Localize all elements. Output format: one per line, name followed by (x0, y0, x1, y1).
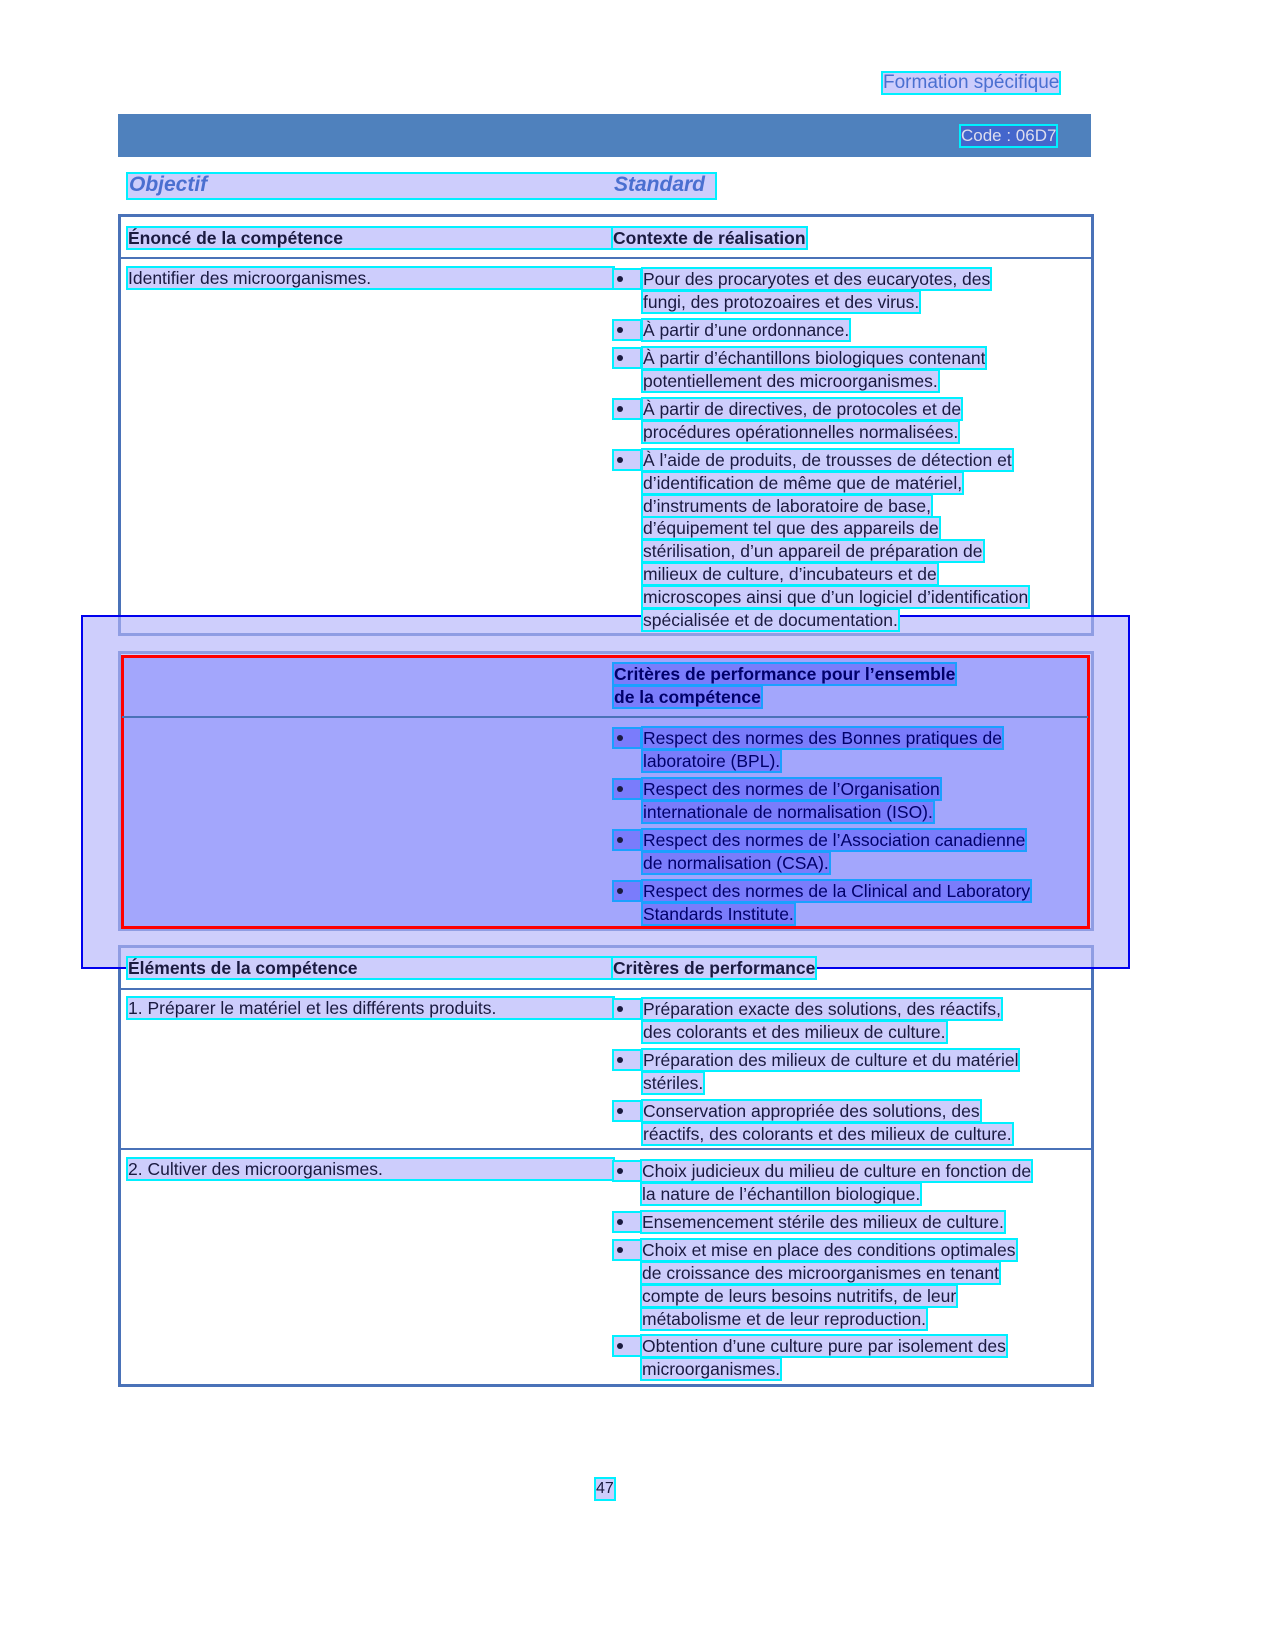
context-line: potentiellement des microorganismes. (643, 371, 938, 391)
bullet-icon (614, 1213, 640, 1231)
criteria-line: métabolisme et de leur reproduction. (642, 1309, 927, 1329)
element-1: 1. Préparer le matériel et les différents produits. (128, 998, 613, 1018)
context-line: À partir d’une ordonnance. (643, 320, 850, 340)
bullet-icon (614, 1051, 640, 1069)
criteria-header: de la compétence (614, 687, 761, 707)
criteria-line: la nature de l’échantillon biologique. (642, 1184, 921, 1204)
bullet-icon (614, 321, 640, 339)
bullet-icon (614, 831, 640, 849)
criteria-line: Respect des normes des Bonnes pratiques de (643, 728, 1002, 748)
context-line: d’instruments de laboratoire de base, (643, 496, 931, 516)
criteria-header: Critères de performance pour l’ensemble (614, 664, 956, 684)
criteria-line: Ensemencement stérile des milieux de culture. (642, 1212, 1004, 1232)
header-bar (118, 114, 1091, 157)
context-line: À partir de directives, de protocoles et de (643, 399, 962, 419)
bullet-icon (614, 1337, 640, 1355)
objective-heading: Objectif (129, 173, 208, 196)
bullet-icon (614, 882, 640, 900)
context-line: procédures opérationnelles normalisées. (643, 422, 959, 442)
criteria-line: compte de leurs besoins nutritifs, de leur (642, 1286, 957, 1306)
context-line: d’identification de même que de matériel, (643, 473, 963, 493)
element-2: 2. Cultiver des microorganismes. (128, 1159, 613, 1179)
course-code: Code : 06D7 (961, 126, 1057, 145)
criteria-line: Préparation des milieux de culture et du matériel (643, 1050, 1019, 1070)
context-line: À l’aide de produits, de trousses de détection et (643, 450, 1012, 470)
bullet-icon (614, 451, 640, 469)
criteria-line: Respect des normes de l’Organisation (643, 779, 940, 799)
bullet-icon (614, 1241, 640, 1259)
divider (118, 1148, 1094, 1150)
context-line: milieux de culture, d’incubateurs et de (643, 564, 937, 584)
bullet-icon (614, 270, 640, 288)
criteria-line: de croissance des microorganismes en tenant (642, 1263, 999, 1283)
criteria-line: Standards Institute. (643, 904, 794, 924)
column-header-elements: Éléments de la compétence (128, 958, 613, 978)
criteria-line: internationale de normalisation (ISO). (643, 802, 933, 822)
standard-heading: Standard (614, 173, 706, 196)
context-line: fungi, des protozoaires et des virus. (643, 292, 920, 312)
criteria-line: des colorants et des milieux de culture. (643, 1022, 946, 1042)
criteria-line: Respect des normes de la Clinical and Laboratory (643, 881, 1031, 901)
bullet-icon (614, 729, 640, 747)
criteria-line: Choix et mise en place des conditions optimales (642, 1240, 1016, 1260)
criteria-line: Choix judicieux du milieu de culture en fonction de (642, 1161, 1032, 1181)
criteria-line: de normalisation (CSA). (643, 853, 829, 873)
column-header-criteria: Critères de performance (613, 958, 816, 978)
bullet-icon (614, 349, 640, 367)
context-line: microscopes ainsi que d’un logiciel d’identification (643, 587, 1029, 607)
context-line: d’équipement tel que des appareils de (643, 518, 939, 538)
divider (118, 988, 1094, 990)
context-line: Pour des procaryotes et des eucaryotes, des (643, 269, 991, 289)
criteria-line: microorganismes. (642, 1359, 781, 1379)
bullet-icon (614, 1000, 640, 1018)
bullet-icon (614, 400, 640, 418)
criteria-line: Conservation appropriée des solutions, des (643, 1101, 980, 1121)
context-line: spécialisée et de documentation. (643, 610, 898, 630)
bullet-icon (614, 780, 640, 798)
page-number: 47 (596, 1480, 614, 1497)
context-line: stérilisation, d’un appareil de préparation de (643, 541, 983, 561)
criteria-line: laboratoire (BPL). (643, 751, 781, 771)
divider (122, 716, 1088, 718)
context-line: À partir d’échantillons biologiques contenant (643, 348, 986, 368)
divider (118, 257, 1094, 259)
bullet-icon (614, 1102, 640, 1120)
criteria-line: Obtention d’une culture pure par isolement des (642, 1336, 1006, 1356)
criteria-line: Préparation exacte des solutions, des réactifs, (643, 999, 1001, 1019)
criteria-line: stériles. (643, 1073, 704, 1093)
competence-statement: Identifier des microorganismes. (128, 268, 613, 288)
column-header-context: Contexte de réalisation (613, 228, 806, 248)
column-header-statement: Énoncé de la compétence (128, 228, 613, 248)
bullet-icon (614, 1162, 640, 1180)
criteria-line: Respect des normes de l’Association canadienne (643, 830, 1026, 850)
header-title: Formation spécifique (883, 72, 1060, 93)
criteria-line: réactifs, des colorants et des milieux de culture. (643, 1124, 1012, 1144)
